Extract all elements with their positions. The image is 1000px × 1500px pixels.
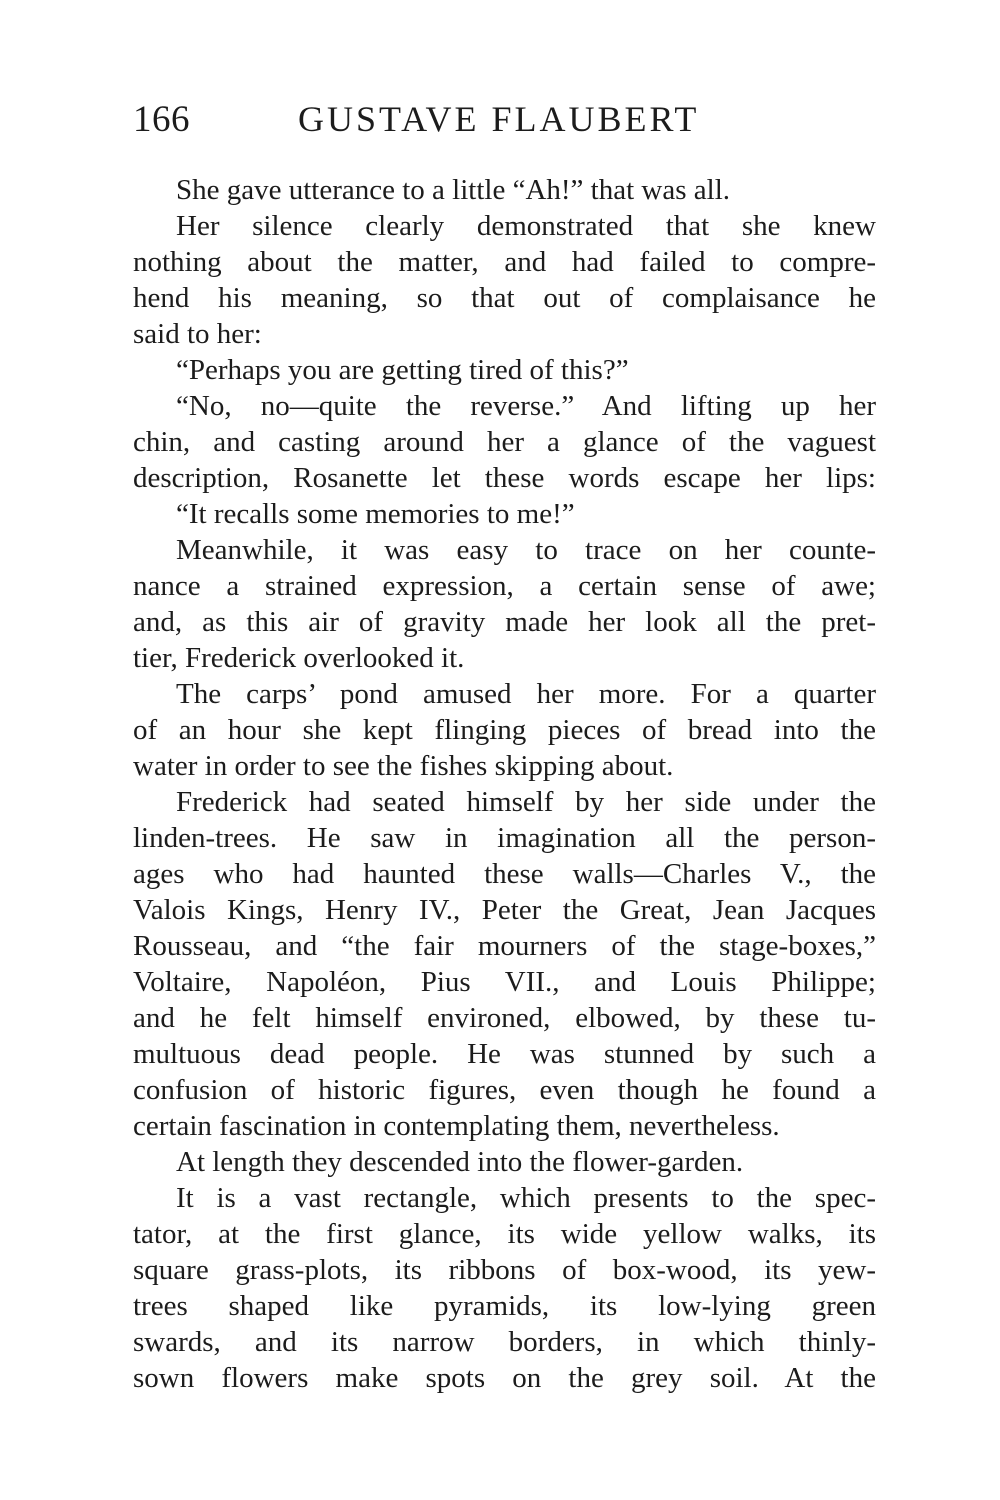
text-line: nance a strained expression, a certain sense of awe; bbox=[133, 570, 876, 602]
text-line: hend his meaning, so that out of complaisance he bbox=[133, 282, 876, 314]
text-line: swards, and its narrow borders, in which thinly- bbox=[133, 1326, 876, 1358]
text-line: “It recalls some memories to me!” bbox=[176, 498, 575, 530]
text-line: At length they descended into the flower-garden. bbox=[176, 1146, 744, 1178]
text-line: “Perhaps you are getting tired of this?” bbox=[176, 354, 629, 386]
text-line: multuous dead people. He was stunned by such a bbox=[133, 1038, 876, 1070]
text-line: and he felt himself environed, elbowed, by these tu- bbox=[133, 1002, 876, 1034]
text-line: She gave utterance to a little “Ah!” that was all. bbox=[176, 174, 731, 206]
text-line: chin, and casting around her a glance of the vaguest bbox=[133, 426, 876, 458]
text-line: Voltaire, Napoléon, Pius VII., and Louis Philippe; bbox=[133, 966, 876, 998]
text-line: Meanwhile, it was easy to trace on her counte- bbox=[176, 534, 876, 566]
text-line: ages who had haunted these walls—Charles V., the bbox=[133, 858, 876, 890]
text-line: It is a vast rectangle, which presents to the spec- bbox=[176, 1182, 876, 1214]
text-line: Rousseau, and “the fair mourners of the stage-boxes,” bbox=[133, 930, 876, 962]
text-line: Valois Kings, Henry IV., Peter the Great, Jean Jacques bbox=[133, 894, 876, 926]
text-line: Her silence clearly demonstrated that she knew bbox=[176, 210, 876, 242]
text-line: confusion of historic figures, even though he found a bbox=[133, 1074, 876, 1106]
text-line: “No, no—quite the reverse.” And lifting up her bbox=[176, 390, 876, 422]
page-header bbox=[133, 98, 873, 148]
text-line: The carps’ pond amused her more. For a quarter bbox=[176, 678, 876, 710]
text-line: said to her: bbox=[133, 318, 262, 350]
text-line: nothing about the matter, and had failed to compre- bbox=[133, 246, 876, 278]
text-line: tier, Frederick overlooked it. bbox=[133, 642, 465, 674]
text-line: tator, at the first glance, its wide yellow walks, its bbox=[133, 1218, 876, 1250]
text-line: Frederick had seated himself by her side under the bbox=[176, 786, 876, 818]
text-line: sown flowers make spots on the grey soil. At the bbox=[133, 1362, 876, 1394]
text-line: and, as this air of gravity made her look all the pret- bbox=[133, 606, 876, 638]
text-line: description, Rosanette let these words escape her lips: bbox=[133, 462, 876, 494]
text-line: trees shaped like pyramids, its low-lying green bbox=[133, 1290, 876, 1322]
text-line: water in order to see the fishes skipping about. bbox=[133, 750, 674, 782]
page-number: 166 bbox=[133, 99, 190, 140]
text-line: linden-trees. He saw in imagination all the person- bbox=[133, 822, 876, 854]
body-text bbox=[133, 172, 876, 1396]
text-line: of an hour she kept flinging pieces of bread into the bbox=[133, 714, 876, 746]
text-line: square grass-plots, its ribbons of box-wood, its yew- bbox=[133, 1254, 876, 1286]
running-head: GUSTAVE FLAUBERT bbox=[298, 99, 700, 139]
text-line: certain fascination in contemplating them, nevertheless. bbox=[133, 1110, 780, 1142]
